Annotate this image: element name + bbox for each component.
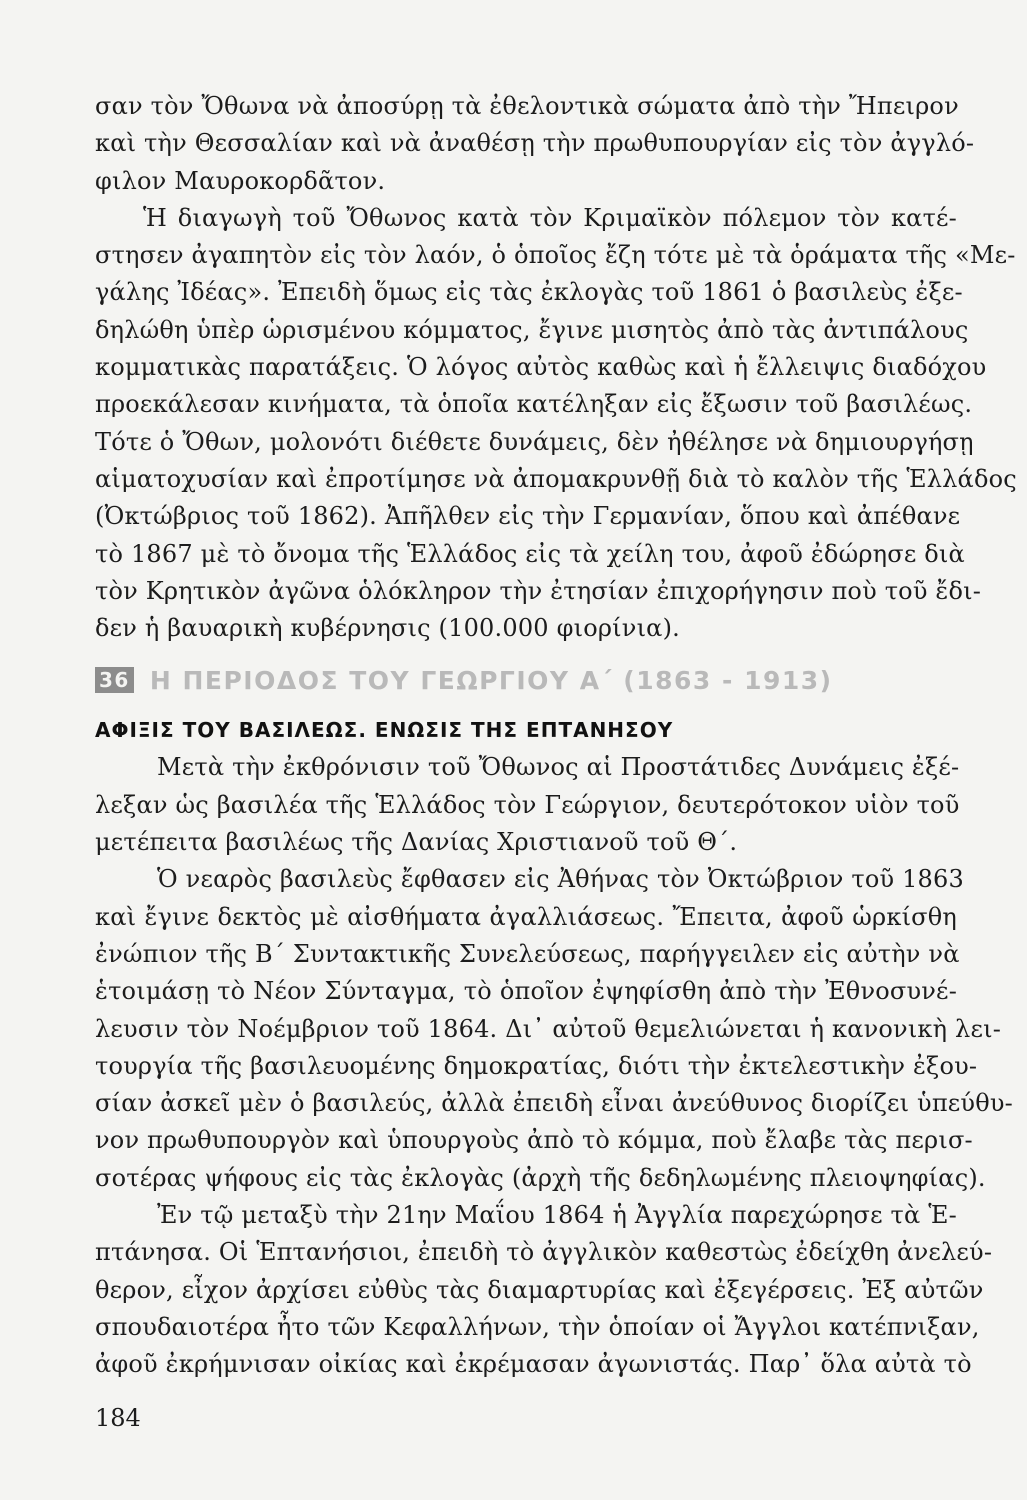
text-line: Τότε ὁ Ὄθων, μολονότι διέθετε δυνάμεις, δὲν ἠθέλησε νὰ δημιουργήσῃ: [95, 427, 974, 456]
text-line: Ὁ νεαρὸς βασιλεὺς ἔφθασεν εἰς Ἀθήνας τὸν Ὀκτώβριον τοῦ 1863: [157, 865, 964, 894]
text-line: ἀφοῦ ἐκρήμνισαν οἰκίας καὶ ἐκρέμασαν ἀγωνιστάς. Παρ᾽ ὅλα αὐτὰ τὸ: [95, 1350, 972, 1379]
text-line: ἐνώπιον τῆς Β΄ Συντακτικῆς Συνελεύσεως, παρήγγειλεν εἰς αὐτὴν νὰ: [95, 939, 960, 968]
text-line: στησεν ἀγαπητὸν εἰς τὸν λαόν, ὁ ὁποῖος ἔζη τότε μὲ τὰ ὁράματα τῆς «Με-: [95, 241, 1016, 270]
text-line: τὸ 1867 μὲ τὸ ὄνομα τῆς Ἑλλάδος εἰς τὰ χείλη του, ἀφοῦ ἐδώρησε διὰ: [95, 539, 965, 568]
paragraph-3: [95, 749, 960, 861]
text-line: Ἐν τῷ μεταξὺ τὴν 21ην Μαΐου 1864 ἡ Ἀγγλία παρεχώρησε τὰ Ἑ-: [157, 1201, 957, 1230]
text-line: δηλώθη ὑπὲρ ὡρισμένου κόμματος, ἔγινε μισητὸς ἀπὸ τὰς ἀντιπάλους: [95, 315, 969, 344]
text-line: δεν ἡ βαυαρικὴ κυβέρνησις (100.000 φιορίνια).: [95, 614, 680, 643]
text-line: τουργία τῆς βασιλευομένης δημοκρατίας, διότι τὴν ἐκτελεστικὴν ἐξου-: [95, 1051, 978, 1080]
paragraph-5: [95, 1197, 993, 1383]
text-line: σπουδαιοτέρα ἦτο τῶν Κεφαλλήνων, τὴν ὁποίαν οἱ Ἄγγλοι κατέπνιξαν,: [95, 1312, 980, 1341]
paragraph-4: [95, 861, 1013, 1197]
text-line: θερον, εἶχον ἀρχίσει εὐθὺς τὰς διαμαρτυρίας καὶ ἐξεγέρσεις. Ἐξ αὐτῶν: [95, 1275, 984, 1304]
page-body: [95, 88, 1017, 1384]
text-line: Μετὰ τὴν ἐκθρόνισιν τοῦ Ὄθωνος αἱ Προστάτιδες Δυνάμεις ἐξέ-: [157, 753, 960, 782]
text-line: σοτέρας ψήφους εἰς τὰς ἐκλογὰς (ἀρχὴ τῆς δεδηλωμένης πλειοψηφίας).: [95, 1163, 986, 1192]
text-line: καὶ τὴν Θεσσαλίαν καὶ νὰ ἀναθέσῃ τὴν πρωθυπουργίαν εἰς τὸν ἀγγλό-: [95, 129, 975, 158]
text-line: λεξαν ὡς βασιλέα τῆς Ἑλλάδος τὸν Γεώργιον, δευτερότοκον υἱὸν τοῦ: [95, 790, 960, 819]
paragraph-2: [95, 200, 1017, 648]
text-line: τὸν Κρητικὸν ἀγῶνα ὁλόκληρον τὴν ἐτησίαν ἐπιχορήγησιν ποὺ τοῦ ἔδι-: [95, 576, 982, 605]
text-line: μετέπειτα βασιλέως τῆς Δανίας Χριστιανοῦ τοῦ Θ΄.: [95, 828, 738, 857]
text-line: σαν τὸν Ὄθωνα νὰ ἀποσύρῃ τὰ ἐθελοντικὰ σώματα ἀπὸ τὴν Ἤπειρον: [95, 92, 959, 120]
section-title: Η ΠΕΡΙΟΔΟΣ ΤΟΥ ΓΕΩΡΓΙΟΥ Α΄ (1863 - 1913): [149, 665, 833, 695]
page-number: 184: [95, 1404, 141, 1432]
text-line: (Ὀκτώβριος τοῦ 1862). Ἀπῆλθεν εἰς τὴν Γερμανίαν, ὅπου καὶ ἀπέθανε: [95, 502, 961, 531]
text-line: ἑτοιμάσῃ τὸ Νέον Σύνταγμα, τὸ ὁποῖον ἐψηφίσθη ἀπὸ τὴν Ἐθνοσυνέ-: [95, 977, 957, 1006]
text-line: Ἡ διαγωγὴ τοῦ Ὄθωνος κατὰ τὸν Κριμαϊκὸν πόλεμον τὸν κατέ-: [143, 203, 957, 232]
text-line: πτάνησα. Οἱ Ἑπτανήσιοι, ἐπειδὴ τὸ ἀγγλικὸν καθεστὼς ἐδείχθη ἀνελεύ-: [95, 1238, 993, 1267]
paragraph-1: [95, 88, 975, 200]
text-line: λευσιν τὸν Νοέμβριον τοῦ 1864. Δι᾽ αὐτοῦ θεμελιώνεται ἡ κανονικὴ λει-: [95, 1014, 1002, 1043]
text-line: κομματικὰς παρατάξεις. Ὁ λόγος αὐτὸς καθὼς καὶ ἡ ἔλλειψις διαδόχου: [95, 353, 987, 382]
text-line: φιλον Μαυροκορδᾶτον.: [95, 166, 386, 195]
text-line: γάλης Ἰδέας». Ἐπειδὴ ὅμως εἰς τὰς ἐκλογὰς τοῦ 1861 ὁ βασιλεὺς ἐξε-: [95, 278, 963, 307]
text-line: νον πρωθυπουργὸν καὶ ὑπουργοὺς ἀπὸ τὸ κόμμα, ποὺ ἔλαβε τὰς περισ-: [95, 1126, 973, 1155]
section-heading: [95, 661, 957, 699]
text-line: καὶ ἔγινε δεκτὸς μὲ αἰσθήματα ἀγαλλιάσεως. Ἔπειτα, ἀφοῦ ὡρκίσθη: [95, 902, 957, 931]
text-line: σίαν ἀσκεῖ μὲν ὁ βασιλεύς, ἀλλὰ ἐπειδὴ εἶναι ἀνεύθυνος διορίζει ὑπεύθυ-: [95, 1089, 1013, 1118]
text-line: αἱματοχυσίαν καὶ ἐπροτίμησε νὰ ἀπομακρυνθῇ διὰ τὸ καλὸν τῆς Ἑλλάδος: [95, 464, 1017, 493]
section-subtitle: ΑΦΙΞΙΣ ΤΟΥ ΒΑΣΙΛΕΩΣ. ΕΝΩΣΙΣ ΤΗΣ ΕΠΤΑΝΗΣΟΥ: [95, 718, 674, 743]
section-number-badge: 36: [95, 667, 134, 693]
text-line: προεκάλεσαν κινήματα, τὰ ὁποῖα κατέληξαν εἰς ἔξωσιν τοῦ βασιλέως.: [95, 390, 973, 419]
